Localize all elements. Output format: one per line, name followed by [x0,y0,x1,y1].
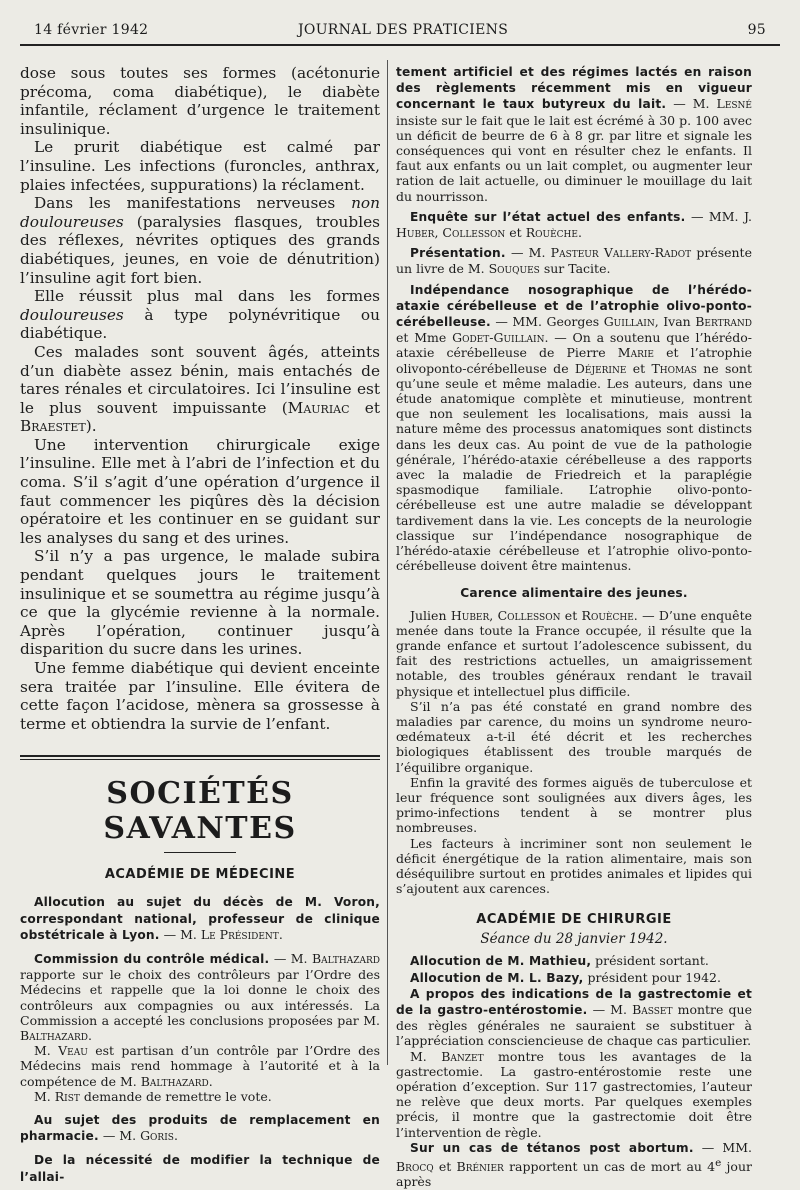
paragraph: Une femme diabétique qui devient enceinte sera traitée par l’insuline. Elle évitera de cette façon l’acidose, mènera sa grossesse à terme et obtiendra la survie de l’enfant. [20,659,380,733]
societes-savantes-heading: SOCIÉTÉS SAVANTES [103,776,297,847]
right-column [396,64,752,1190]
section-divider [20,755,380,760]
paragraph: Enfin la gravité des formes aiguës de tuberculose et leur fréquence sont soulignées aux divers âges, les primo-infections tendent à se montrer plus nombreuses. [396,774,752,836]
report-presentation: Présentation. — M. Pasteur Vallery-Radot présente un livre de M. Souques sur Tacite. [396,245,752,277]
paragraph: Ces malades sont souvent âgés, atteints d’un diabète assez bénin, mais entachés de tares rénales et circulatoires. Ici l’insuline est le plus souvent impuissante (Mauriac et Braestet). [20,342,380,436]
paragraph: Dans les manifestations nerveuses non douloureuses (paralysies flasques, troubles des réflexes, névrites optiques des grands diabétiques, jeunes, en voie de dénutrition) l’insuline agit fort bien. [20,194,380,287]
journal-title: JOURNAL DES PRATICIENS [298,22,509,38]
academie-medecine-reports [20,894,380,1184]
carence-heading: Carence alimentaire des jeunes. [460,585,688,600]
page-number: 95 [747,22,766,38]
issue-date: 14 février 1942 [34,22,149,38]
paragraph: dose sous toutes ses formes (acétonurie précoma, coma diabétique), le diabète infantile, réclament d’urgence le traitement insulinique. [20,64,380,138]
academie-chirurgie-heading: ACADÉMIE DE CHIRURGIE [476,912,672,928]
report-independance: Indépendance nosographique de l’hérédo-ataxie cérébelleuse et de l’atrophie olivo-ponto-cérébelleuse. — MM. Georges Guillain, Ivan Bertrand et Mme Godet-Guillain. — On a soutenu que l’hérédo-ataxie cérébelleuse de Pierre Marie et l’atrophie olivoponto-cérébelleuse de Déjerine et Thomas ne sont qu’une seule et même maladie. Les auteurs, dans une étude anatomique complète et minutieuse, montrent que non seulement les localisations, mais aussi la nature même des processus anatomiques sont distincts dans les deux cas. Au point de vue de la pathologie générale, l’hérédo-ataxie cérébelleuse a des rapports avec la maladie de Friedreich et la paraplégie spasmodique familiale. L’atrophie olivo-ponto-cérébelleuse est une autre maladie se développant tardivement dans la vie. Les concepts de la neurologie classique sur l’indépendance nosographique de l’hérédo-ataxie cérébelleuse et l’atrophie olivo-ponto-cérébelleuse doivent être maintenus. [396,282,753,574]
report-produits: Au sujet des produits de remplacement en pharmacie. — M. Goris. [20,1113,380,1144]
report-rist: M. Rist demande de remettre le vote. [34,1088,272,1104]
short-rule [164,852,236,853]
report-mathieu: Allocution de M. Mathieu, président sortant. [410,953,709,969]
insulin-article-continued [20,64,380,733]
paragraph: Les facteurs à incriminer sont non seulement le déficit énergétique de la ration alimentaire, mais son déséquilibre surtout en protides animales et lipides qui s’ajoutent aux carences. [396,835,752,897]
report-bazy: Allocution de M. L. Bazy, président pour 1942. [410,969,721,985]
report-banzet: M. Banzet montre tous les avantages de la gastrectomie. La gastro-entérostomie reste une opération d’exception. Sur 117 gastrectomies, l’auteur ne relève que deux morts. Par quelques exemples précis, il montre que la gastrectomie doit être l’intervention de règle. [396,1048,753,1140]
report-veau: M. Veau est partisan d’un contrôle par l’Ordre des Médecins mais rend hommage à l’autorité et à la compétence de M. Balthazard. [20,1043,380,1089]
report-allocution: Allocution au sujet du décès de M. Voron, correspondant national, professeur de clinique obstétricale à Lyon. — M. Le Président. [20,895,380,942]
paragraph: S’il n’a pas été constaté en grand nombre des maladies par carence, du moins un syndrome neuro-œdémateux a-t-il été décrit et les recherches biologiques établissent des trouble marqués de l’équilibre organique. [396,698,752,775]
paragraph: Elle réussit plus mal dans les formes douloureuses à type polynévritique ou diabétique. [20,287,380,343]
header-rule [20,44,780,46]
paragraph: Une intervention chirurgicale exige l’insuline. Elle met à l’abri de l’infection et du coma. S’il s’agit d’une opération d’urgence il faut commencer les piqûres dès la décision opératoire et les continuer en se guidant sur les analyses du sang et des urines. [20,435,380,547]
report-gastro: A propos des indications de la gastrectomie et de la gastro-entérostomie. — M. Basset montre que des règles générales ne sauraient se substituer à l’appréciation consciencieuse de chaque cas particulier. [396,986,752,1049]
seance-date: Séance du 28 janvier 1942. [480,931,668,948]
running-header [18,22,778,42]
column-separator [387,60,388,1065]
report-enquete: Enquête sur l’état actuel des enfants. — MM. J. Huber, Collesson et Rouèche. [396,208,752,241]
report-commission: Commission du contrôle médical. — M. Balthazard rapporte sur le choix des contrôleurs par l’Ordre des Médecins et rappelle que la loi donne le choix des contrôleurs aux compagnies ou aux intéressés. La Commission a accepté les conclusions proposées par M. Balthazard. [20,950,380,1043]
paragraph: S’il n’y a pas urgence, le malade subira pendant quelques jours le traitement insulinique et se soumettra au régime jusqu’à ce que la glycémie revienne à la normale. Après l’opération, continuer jusqu’à disparition du sucre dans les urines. [20,547,380,659]
academie-medecine-heading: ACADÉMIE DE MÉDECINE [104,867,296,883]
left-column [20,64,380,1185]
paragraph: Le prurit diabétique est calmé par l’insuline. Les infections (furoncles, anthrax, plaies infectées, suppurations) la réclament. [20,138,380,194]
report-carence: Julien Huber, Collesson et Rouèche. — D’une enquête menée dans toute la France occupée, il résulte que la grande enfance et surtout l’adolescence subissent, du fait des restrictions actuelles, un amaigrissement notable, des troubles généraux rendant le travail physique et intellectuel plus difficile. [396,607,752,699]
report-allaitement-start: De la nécessité de modifier la technique de l’allai- [20,1153,380,1184]
report-tetanos: Sur un cas de tétanos post abortum. — MM. Brocq et Brénier rapportent un cas de mort au 4e jour après [396,1139,752,1190]
report-allaitement-continued: tement artificiel et des régimes lactés en raison des règlements récemment mis en vigueur concernant le taux butyreux du lait. — M. Lesné insiste sur le fait que le lait est écrémé à 30 p. 100 avec un déficit de beurre de 6 à 8 gr. par litre et signale les conséquences qui vont en résulter chez le enfants. Il faut aux enfants ou un lait complet, ou augmenter leur ration de lait actuelle, ou diminuer le mouillage du lait du nourrisson. [396,65,752,204]
